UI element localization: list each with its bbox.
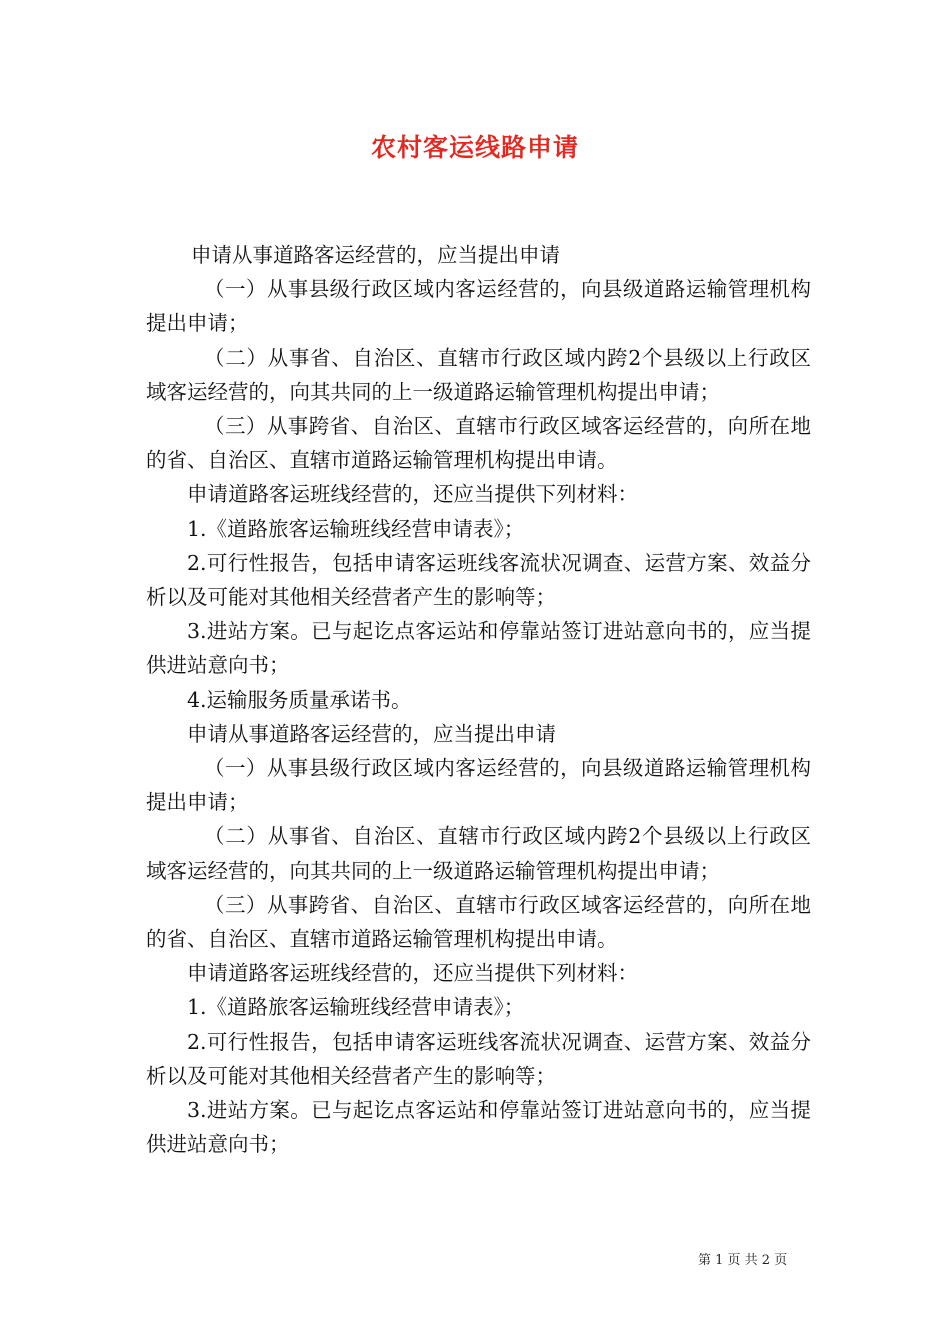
paragraph: 申请从事道路客运经营的，应当提出申请 xyxy=(191,243,560,267)
paragraph: （一）从事县级行政区域内客运经营的，向县级道路运输管理机构提出申请； xyxy=(146,277,811,336)
paragraph: 3.进站方案。已与起讫点客运站和停靠站签订进站意向书的，应当提供进站意向书； xyxy=(146,619,811,678)
page-number: 第 1 页 共 2 页 xyxy=(698,1253,788,1268)
paragraph: 申请从事道路客运经营的，应当提出申请 xyxy=(187,721,556,746)
paragraph: （一）从事县级行政区域内客运经营的，向县级道路运输管理机构提出申请； xyxy=(146,756,811,815)
paragraph: 1.《道路旅客运输班线经营申请表》； xyxy=(187,516,525,541)
paragraph: 2.可行性报告，包括申请客运班线客流状况调查、运营方案、效益分析以及可能对其他相关经营者产生的影响等； xyxy=(146,550,811,610)
paragraph: 申请道路客运班线经营的，还应当提供下列材料： xyxy=(187,482,638,507)
paragraph: 3.进站方案。已与起讫点客运站和停靠站签订进站意向书的，应当提供进站意向书； xyxy=(146,1098,811,1157)
paragraph: （三）从事跨省、自治区、直辖市行政区域客运经营的，向所在地的省、自治区、直辖市道路运输管理机构提出申请。 xyxy=(146,414,811,473)
paragraph: 申请道路客运班线经营的，还应当提供下列材料： xyxy=(187,961,638,986)
paragraph: （二）从事省、自治区、直辖市行政区域内跨2个县级以上行政区域客运经营的，向其共同的上一级道路运输管理机构提出申请； xyxy=(146,824,811,883)
document-body xyxy=(146,238,811,1161)
paragraph: 4.运输服务质量承诺书。 xyxy=(187,687,412,712)
paragraph: （三）从事跨省、自治区、直辖市行政区域客运经营的，向所在地的省、自治区、直辖市道路运输管理机构提出申请。 xyxy=(146,892,811,952)
paragraph: 2.可行性报告，包括申请客运班线客流状况调查、运营方案、效益分析以及可能对其他相关经营者产生的影响等； xyxy=(146,1029,811,1088)
paragraph: （二）从事省、自治区、直辖市行政区域内跨2个县级以上行政区域客运经营的，向其共同的上一级道路运输管理机构提出申请； xyxy=(146,345,811,404)
paragraph: 1.《道路旅客运输班线经营申请表》； xyxy=(187,995,525,1020)
document-title: 农村客运线路申请 xyxy=(370,133,579,162)
